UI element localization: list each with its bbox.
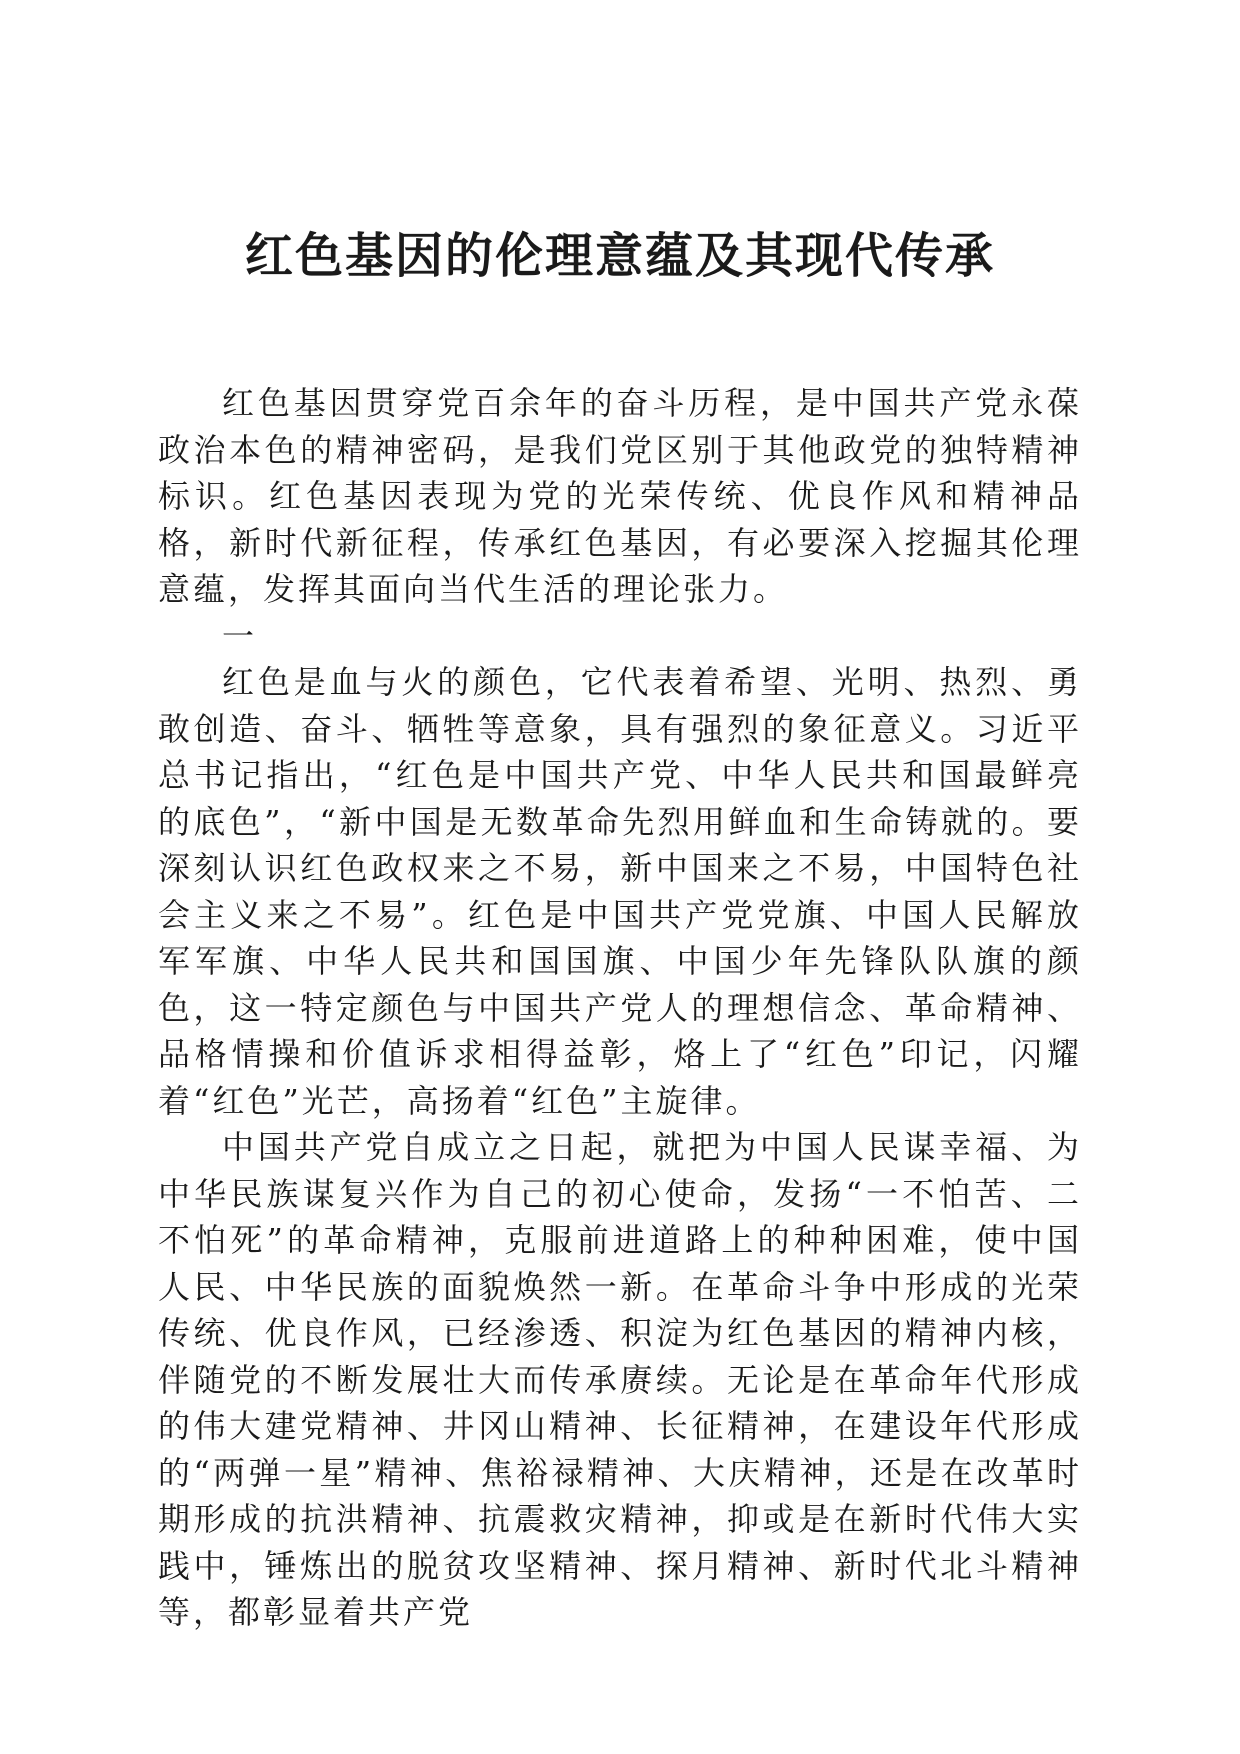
document-title: 红色基因的伦理意蕴及其现代传承 — [244, 228, 995, 284]
section-marker: 一 — [222, 616, 255, 655]
paragraph-party-founding: 中国共产党自成立之日起，就把为中国人民谋幸福、为中华民族谋复兴作为自己的初心使命，发扬“一不怕苦、二不怕死”的革命精神，克服前进道路上的种种困难，使中国人民、中华民族的面貌焕然一新。在革命斗争中形成的光荣传统、优良作风，已经渗透、积淀为红色基因的精神内核，伴随党的不断发展壮大而传承赓续。无论是在革命年代形成的伟大建党精神、井冈山精神、长征精神，在建设年代形成的“两弹一星”精神、焦裕禄精神、大庆精神，还是在改革时期形成的抗洪精神、抗震救灾精神，抑或是在新时代伟大实践中，锤炼出的脱贫攻坚精神、探月精神、新时代北斗精神等，都彰显着共产党 — [158, 1128, 1082, 1631]
document-body — [158, 380, 1082, 1636]
paragraph-intro: 红色基因贯穿党百余年的奋斗历程，是中国共产党永葆政治本色的精神密码，是我们党区别于其他政党的独特精神标识。红色基因表现为党的光荣传统、优良作风和精神品格，新时代新征程，传承红色基因，有必要深入挖掘其伦理意蕴，发挥其面向当代生活的理论张力。 — [158, 384, 1082, 608]
paragraph-red-color: 红色是血与火的颜色，它代表着希望、光明、热烈、勇敢创造、奋斗、牺牲等意象，具有强烈的象征意义。习近平总书记指出，“红色是中国共产党、中华人民共和国最鲜亮的底色”，“新中国是无数革命先烈用鲜血和生命铸就的。要深刻认识红色政权来之不易，新中国来之不易，中国特色社会主义来之不易”。红色是中国共产党党旗、中国人民解放军军旗、中华人民共和国国旗、中国少年先锋队队旗的颜色，这一特定颜色与中国共产党人的理想信念、革命精神、品格情操和价值诉求相得益彰，烙上了“红色”印记，闪耀着“红色”光芒，高扬着“红色”主旋律。 — [158, 663, 1082, 1120]
